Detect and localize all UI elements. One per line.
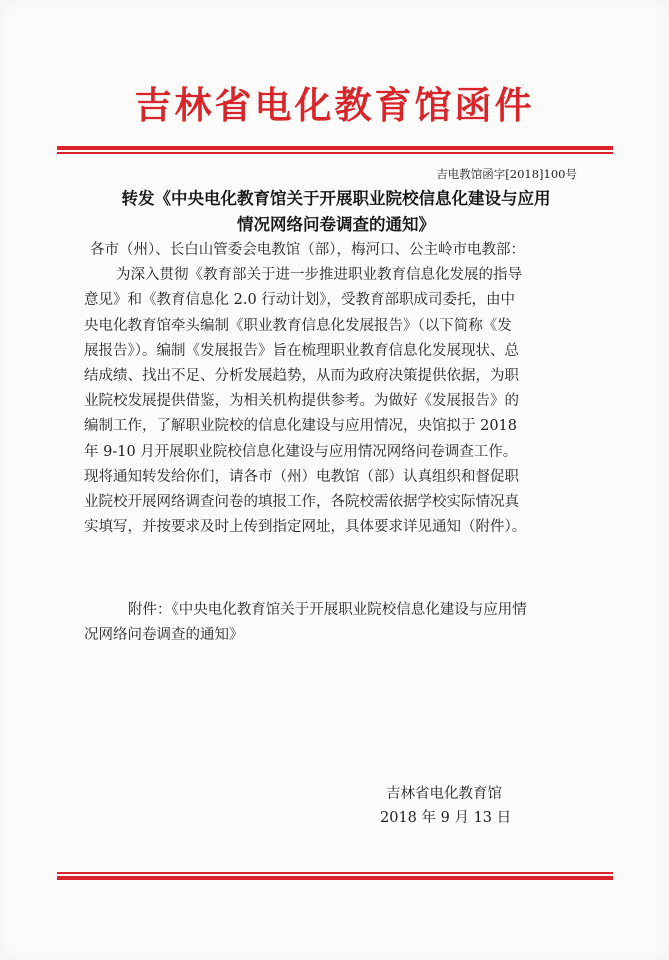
attachment-line: 况网络问卷调查的通知》	[84, 627, 244, 644]
letterhead-rule-thick	[57, 146, 613, 150]
body-line: 业院校发展提供借鉴，为相关机构提供参考。为做好《发展报告》的	[84, 393, 519, 410]
footer-rule-thin	[57, 872, 613, 874]
body-line: 央电化教育馆牵头编制《职业教育信息化发展报告》（以下简称《发	[84, 317, 512, 334]
body-line: 现将通知转发给你们，请各市（州）电教馆（部）认真组织和督促职	[84, 468, 519, 485]
body-line: 实填写，并按要求及时上传到指定网址，具体要求详见通知（附件）。	[84, 519, 527, 536]
signature-organization: 吉林省电化教育馆	[386, 786, 502, 802]
body-line: 展报告》）。编制《发展报告》旨在梳理职业教育信息化发展现状、总	[84, 342, 519, 359]
body-line: 为深入贯彻《教育部关于进一步推进职业教育信息化发展的指导	[116, 267, 522, 284]
signature-block	[380, 782, 540, 830]
attachment-line: 附件：《中央电化教育馆关于开展职业院校信息化建设与应用情	[128, 602, 527, 618]
document-body	[84, 238, 592, 540]
body-line: 意见》和《教育信息化 2.0 行动计划》，受教育部职成司委托，由中	[84, 292, 516, 309]
signature-date: 2018 年 9 月 13 日	[380, 810, 512, 826]
document-title-line: 情况网络问卷调查的通知》	[237, 215, 435, 234]
document-number: 吉电教馆函字[2018]100号	[436, 167, 577, 181]
body-line: 编制工作，了解职业院校的信息化建设与应用情况，央馆拟于 2018	[84, 418, 518, 435]
letterhead-rule-thin	[57, 152, 613, 154]
letterhead-title: 吉林省电化教育馆函件	[134, 83, 535, 127]
footer-rule-thick	[57, 876, 613, 880]
document-title	[96, 186, 576, 238]
attachment-note	[84, 598, 592, 648]
document-title-line: 转发《中央电化教育馆关于开展职业院校信息化建设与应用	[121, 189, 551, 208]
addressee-line: 各市（州）、长白山管委会电教馆（部），梅河口、公主岭市电教部：	[90, 242, 525, 258]
body-line: 结成绩、找出不足、分析发展趋势，从而为政府决策提供依据，为职	[84, 367, 519, 384]
body-line: 业院校开展网络调查问卷的填报工作，各院校需依据学校实际情况真	[84, 493, 519, 510]
body-line: 年 9-10 月开展职业院校信息化建设与应用情况网络问卷调查工作。	[84, 443, 518, 460]
